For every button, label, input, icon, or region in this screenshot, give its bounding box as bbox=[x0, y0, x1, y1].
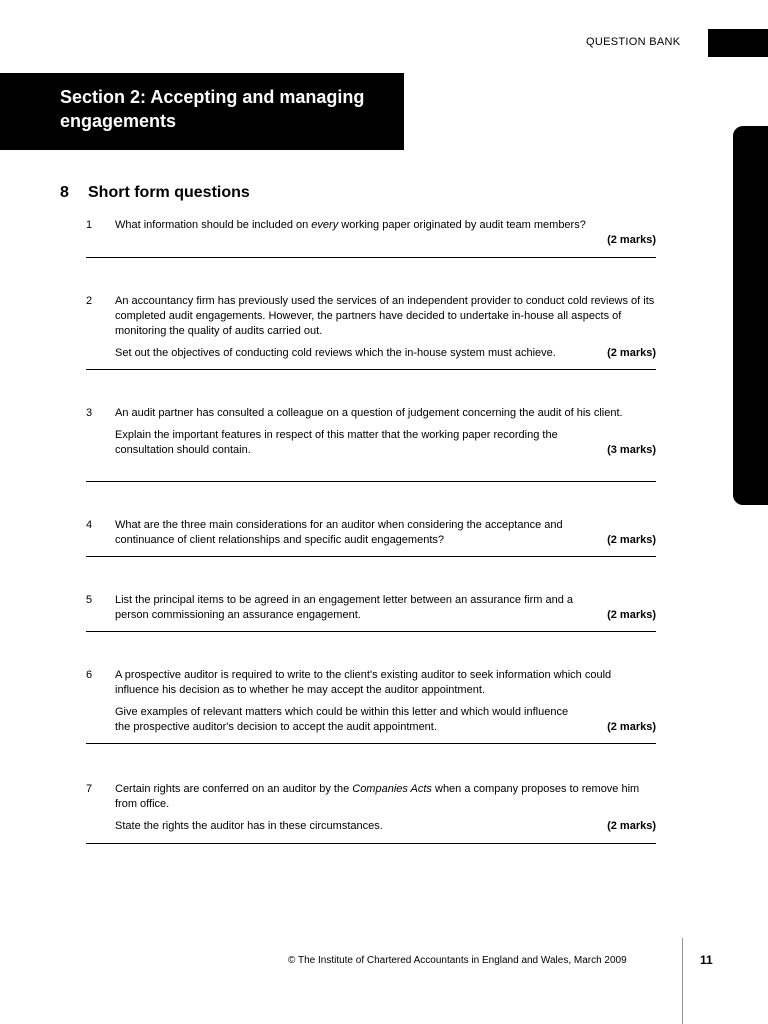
footer-divider bbox=[682, 938, 683, 1024]
question-number: 7 bbox=[86, 783, 93, 795]
marks-label: (2 marks) bbox=[607, 234, 656, 246]
question-intro: An audit partner has consulted a colleague on a question of judgement concerning the audit of his client. bbox=[115, 407, 623, 419]
question-body bbox=[115, 593, 656, 623]
question-body bbox=[115, 668, 656, 735]
question-intro: Certain rights are conferred on an auditor by the Companies Acts when a company proposes to remove him from office. bbox=[115, 783, 640, 810]
question-4 bbox=[86, 518, 656, 557]
question-set-number: 8 bbox=[60, 184, 69, 201]
question-number: 2 bbox=[86, 295, 93, 307]
question-number: 6 bbox=[86, 669, 93, 681]
question-7 bbox=[86, 782, 656, 844]
marks-label: (2 marks) bbox=[607, 820, 656, 832]
question-text: (2 marks) List the principal items to be agreed in an engagement letter between an assurance firm and a person commissioning an assurance engagement. bbox=[115, 594, 656, 621]
question-number: 3 bbox=[86, 407, 93, 419]
question-body bbox=[115, 406, 656, 458]
question-number: 1 bbox=[86, 219, 93, 231]
question-intro: An accountancy firm has previously used the services of an independent provider to conduct cold reviews of its completed audit engagements. However, the partners have decided to undertake in-house all aspects of monitoring the quality of audits carried out. bbox=[115, 295, 655, 337]
marks-label: (2 marks) bbox=[607, 534, 656, 546]
question-body bbox=[115, 218, 656, 246]
marks-label: (2 marks) bbox=[607, 609, 656, 621]
question-number: 5 bbox=[86, 594, 93, 606]
question-text: (2 marks) Set out the objectives of conducting cold reviews which the in-house system must achieve. bbox=[115, 347, 656, 359]
question-body bbox=[115, 294, 656, 361]
question-set-heading bbox=[60, 184, 250, 202]
footer-copyright: © The Institute of Chartered Accountants in England and Wales, March 2009 bbox=[288, 955, 627, 966]
question-text: (2 marks) State the rights the auditor has in these circumstances. bbox=[115, 820, 656, 832]
question-5 bbox=[86, 593, 656, 632]
question-text: (2 marks) What are the three main considerations for an auditor when considering the acceptance and continuance of client relationships and specific audit engagements? bbox=[115, 519, 656, 546]
question-3 bbox=[86, 406, 656, 482]
running-header-label: QUESTION BANK bbox=[586, 36, 681, 48]
marks-label: (2 marks) bbox=[607, 721, 656, 733]
header-tab-block bbox=[708, 29, 768, 57]
marks-label: (3 marks) bbox=[607, 444, 656, 456]
section-banner bbox=[0, 73, 404, 150]
page-number: 11 bbox=[700, 953, 713, 967]
side-thumb-tab bbox=[733, 126, 768, 505]
emphasis-text: every bbox=[311, 219, 339, 231]
question-2 bbox=[86, 294, 656, 370]
emphasis-text: Companies Acts bbox=[352, 783, 432, 795]
question-text: (2 marks) Give examples of relevant matters which could be within this letter and which would influence the prospective auditor's decision to accept the audit appointment. bbox=[115, 706, 656, 733]
question-6 bbox=[86, 668, 656, 744]
question-intro: A prospective auditor is required to write to the client's existing auditor to seek information which could influence his decision as to whether he may accept the auditor appointment. bbox=[115, 669, 612, 696]
question-text: What information should be included on every working paper originated by audit team members? bbox=[115, 219, 586, 231]
question-1 bbox=[86, 218, 656, 258]
marks-label: (2 marks) bbox=[607, 347, 656, 359]
question-set-title: Short form questions bbox=[88, 184, 250, 201]
section-title: Section 2: Accepting and managing engagements bbox=[60, 87, 365, 131]
question-text: (3 marks) Explain the important features in respect of this matter that the working paper recording the consultation should contain. bbox=[115, 429, 656, 456]
question-body bbox=[115, 518, 656, 548]
question-body bbox=[115, 782, 656, 834]
question-number: 4 bbox=[86, 519, 93, 531]
